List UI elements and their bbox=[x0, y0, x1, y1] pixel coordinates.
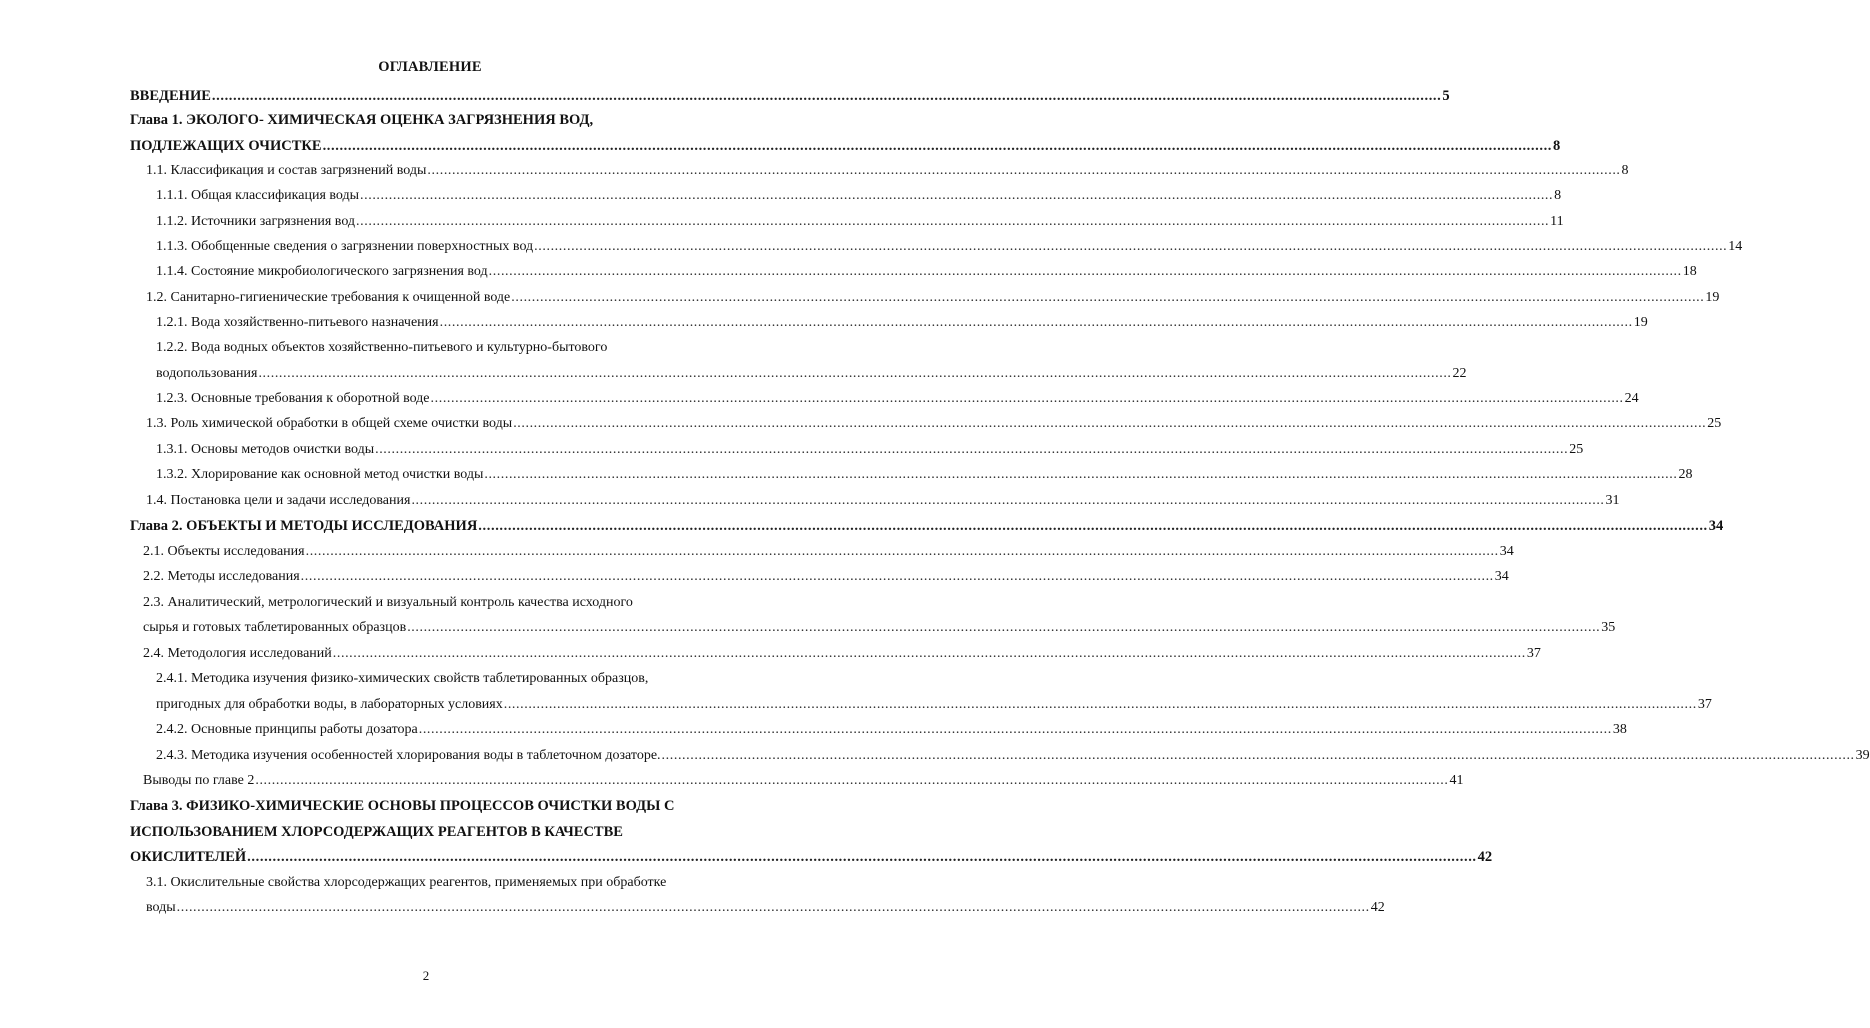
toc-page-number: 19 bbox=[1633, 315, 1648, 330]
toc-page-number: 34 bbox=[1708, 518, 1724, 534]
toc-page-number: 24 bbox=[1624, 391, 1639, 406]
toc-entry-label: Глава 2. ОБЪЕКТЫ И МЕТОДЫ ИССЛЕДОВАНИЯ bbox=[130, 518, 478, 534]
dot-leader: ................................................................................................................................................................................................................................................................................................... bbox=[305, 544, 1499, 559]
toc-section-2-4-1-line1[interactable]: 2.4.1. Методика изучения физико-химических свойств таблетированных образцов, bbox=[156, 671, 649, 686]
toc-entry-label: ВВЕДЕНИЕ bbox=[130, 88, 211, 104]
toc-section-1-1-2[interactable] bbox=[156, 214, 1564, 230]
toc-page-number: 8 bbox=[1553, 138, 1561, 154]
toc-page-number: 22 bbox=[1452, 366, 1467, 381]
toc-chapter-2[interactable] bbox=[130, 518, 1724, 534]
toc-page-number: 11 bbox=[1550, 214, 1564, 229]
toc-entry-label: ПОДЛЕЖАЩИХ ОЧИСТКЕ bbox=[130, 138, 322, 154]
toc-page-number: 31 bbox=[1605, 493, 1620, 508]
toc-entry-label: 1.2.1. Вода хозяйственно-питьевого назначения bbox=[156, 315, 439, 330]
dot-leader: ................................................................................................................................................................................................................................................................................................... bbox=[427, 163, 1621, 178]
toc-section-2-3-line1[interactable]: 2.3. Аналитический, метрологический и визуальный контроль качества исходного bbox=[143, 595, 633, 610]
toc-page-number: 19 bbox=[1705, 290, 1720, 305]
dot-leader: ................................................................................................................................................................................................................................................................................................... bbox=[418, 722, 1612, 737]
dot-leader: ................................................................................................................................................................................................................................................................................................... bbox=[484, 467, 1678, 482]
dot-leader: ................................................................................................................................................................................................................................................................................................... bbox=[360, 188, 1554, 203]
toc-page-number: 28 bbox=[1678, 467, 1693, 482]
dot-leader: ................................................................................................................................................................................................................................................................................................... bbox=[356, 214, 1550, 229]
toc-entry-label: ОКИСЛИТЕЛЕЙ bbox=[130, 849, 247, 865]
toc-section-1-4[interactable] bbox=[146, 493, 1620, 509]
toc-section-2-4-1[interactable] bbox=[156, 697, 1712, 713]
toc-entry-label: 2.4. Методология исследований bbox=[143, 646, 332, 661]
dot-leader: ................................................................................................................................................................................................................................................................................................... bbox=[430, 391, 1624, 406]
toc-entry-label: 2.2. Методы исследования bbox=[143, 569, 300, 584]
toc-section-2-2[interactable] bbox=[143, 569, 1509, 585]
toc-entry-label: 1.1.4. Состояние микробиологического загрязнения вод bbox=[156, 264, 488, 279]
dot-leader: ................................................................................................................................................................................................................................................................................................... bbox=[258, 366, 1452, 381]
toc-entry-label: 1.1.1. Общая классификация воды bbox=[156, 188, 360, 203]
dot-leader: ................................................................................................................................................................................................................................................................................................... bbox=[255, 773, 1449, 788]
toc-page-number: 25 bbox=[1569, 442, 1584, 457]
toc-entry-label: Выводы по главе 2 bbox=[143, 773, 255, 788]
toc-page-number: 18 bbox=[1682, 264, 1697, 279]
toc-page-number: 38 bbox=[1612, 722, 1627, 737]
toc-section-3-1[interactable] bbox=[146, 900, 1385, 916]
toc-entry-label: 1.4. Постановка цели и задачи исследования bbox=[146, 493, 411, 508]
toc-entry-label: 1.3.2. Хлорирование как основной метод очистки воды bbox=[156, 467, 484, 482]
toc-entry-introduction[interactable] bbox=[130, 88, 1450, 104]
toc-chapter-3-line2[interactable]: ИСПОЛЬЗОВАНИЕМ ХЛОРСОДЕРЖАЩИХ РЕАГЕНТОВ В КАЧЕСТВЕ bbox=[130, 824, 623, 840]
dot-leader: ................................................................................................................................................................................................................................................................................................... bbox=[300, 569, 1494, 584]
toc-entry-label: 2.1. Объекты исследования bbox=[143, 544, 305, 559]
toc-page-number: 35 bbox=[1601, 620, 1616, 635]
page-title: ОГЛАВЛЕНИЕ bbox=[378, 59, 482, 75]
dot-leader: ................................................................................................................................................................................................................................................................................................... bbox=[478, 518, 1708, 534]
toc-page-number: 42 bbox=[1370, 900, 1385, 915]
toc-page-number: 42 bbox=[1477, 849, 1493, 865]
toc-entry-label: 1.2. Санитарно-гигиенические требования к очищенной воде bbox=[146, 290, 511, 305]
toc-section-1-2[interactable] bbox=[146, 290, 1720, 306]
toc-page-number: 8 bbox=[1621, 163, 1629, 178]
dot-leader: ................................................................................................................................................................................................................................................................................................... bbox=[176, 900, 1370, 915]
dot-leader: ................................................................................................................................................................................................................................................................................................... bbox=[503, 697, 1697, 712]
toc-section-1-1-3[interactable] bbox=[156, 239, 1743, 255]
toc-page-number: 25 bbox=[1707, 416, 1722, 431]
dot-leader: ................................................................................................................................................................................................................................................................................................... bbox=[534, 239, 1728, 254]
toc-section-1-3-2[interactable] bbox=[156, 467, 1693, 483]
toc-entry-label: воды bbox=[146, 900, 176, 915]
dot-leader: ................................................................................................................................................................................................................................................................................................... bbox=[322, 138, 1553, 154]
toc-entry-label: 1.1.3. Обобщенные сведения о загрязнении поверхностных вод bbox=[156, 239, 534, 254]
toc-section-2-4-3[interactable] bbox=[156, 748, 1870, 764]
dot-leader: ................................................................................................................................................................................................................................................................................................... bbox=[411, 493, 1605, 508]
toc-page-number: 34 bbox=[1499, 544, 1514, 559]
toc-section-1-2-2-line1[interactable]: 1.2.2. Вода водных объектов хозяйственно-питьевого и культурно-бытового bbox=[156, 340, 608, 355]
toc-page-number: 34 bbox=[1494, 569, 1509, 584]
toc-chapter-1[interactable] bbox=[130, 138, 1561, 154]
dot-leader: ................................................................................................................................................................................................................................................................................................... bbox=[375, 442, 1569, 457]
toc-page-number: 14 bbox=[1728, 239, 1743, 254]
toc-entry-label: 1.3. Роль химической обработки в общей схеме очистки воды bbox=[146, 416, 513, 431]
dot-leader: ................................................................................................................................................................................................................................................................................................... bbox=[247, 849, 1477, 865]
toc-section-1-2-3[interactable] bbox=[156, 391, 1639, 407]
toc-entry-label: водопользования bbox=[156, 366, 258, 381]
toc-page-number: 39 bbox=[1855, 748, 1870, 763]
toc-chapter-1-line1[interactable]: Глава 1. ЭКОЛОГО- ХИМИЧЕСКАЯ ОЦЕНКА ЗАГРЯЗНЕНИЯ ВОД, bbox=[130, 112, 594, 128]
toc-entry-label: сырья и готовых таблетированных образцов bbox=[143, 620, 407, 635]
toc-page-number: 37 bbox=[1697, 697, 1712, 712]
dot-leader: ................................................................................................................................................................................................................................................................................................... bbox=[488, 264, 1682, 279]
toc-section-1-3-1[interactable] bbox=[156, 442, 1584, 458]
toc-chapter-3-line1[interactable]: Глава 3. ФИЗИКО-ХИМИЧЕСКИЕ ОСНОВЫ ПРОЦЕССОВ ОЧИСТКИ ВОДЫ С bbox=[130, 798, 675, 814]
toc-section-1-1[interactable] bbox=[146, 163, 1629, 179]
toc-entry-label: 2.4.2. Основные принципы работы дозатора bbox=[156, 722, 418, 737]
toc-chapter-3[interactable] bbox=[130, 849, 1493, 865]
toc-entry-label: 1.1.2. Источники загрязнения вод bbox=[156, 214, 356, 229]
page-number: 2 bbox=[422, 968, 430, 983]
toc-page-number: 5 bbox=[1442, 88, 1450, 104]
dot-leader: ................................................................................................................................................................................................................................................................................................... bbox=[513, 416, 1707, 431]
dot-leader: ................................................................................................................................................................................................................................................................................................... bbox=[439, 315, 1633, 330]
toc-entry-label: 1.3.1. Основы методов очистки воды bbox=[156, 442, 375, 457]
toc-section-1-1-4[interactable] bbox=[156, 264, 1697, 280]
toc-entry-label: пригодных для обработки воды, в лабораторных условиях bbox=[156, 697, 503, 712]
toc-section-2-3[interactable] bbox=[143, 620, 1616, 636]
toc-section-1-2-1[interactable] bbox=[156, 315, 1648, 331]
dot-leader: ................................................................................................................................................................................................................................................................................................... bbox=[211, 88, 1442, 104]
toc-page-number: 41 bbox=[1449, 773, 1464, 788]
toc-section-1-3[interactable] bbox=[146, 416, 1722, 432]
dot-leader: ................................................................................................................................................................................................................................................................................................... bbox=[661, 748, 1855, 763]
toc-entry-label: 1.1. Классификация и состав загрязнений воды bbox=[146, 163, 427, 178]
toc-section-1-2-2[interactable] bbox=[156, 366, 1467, 382]
toc-section-2-4[interactable] bbox=[143, 646, 1541, 662]
toc-section-3-1-line1[interactable]: 3.1. Окислительные свойства хлорсодержащих реагентов, применяемых при обработке bbox=[146, 875, 667, 890]
dot-leader: ................................................................................................................................................................................................................................................................................................... bbox=[332, 646, 1526, 661]
dot-leader: ................................................................................................................................................................................................................................................................................................... bbox=[511, 290, 1705, 305]
toc-entry-label: 1.2.3. Основные требования к оборотной воде bbox=[156, 391, 430, 406]
dot-leader: ................................................................................................................................................................................................................................................................................................... bbox=[407, 620, 1601, 635]
toc-section-1-1-1[interactable] bbox=[156, 188, 1562, 204]
toc-chapter-2-conclusions[interactable] bbox=[143, 773, 1464, 789]
toc-page-number: 8 bbox=[1554, 188, 1562, 203]
toc-entry-label: 2.4.3. Методика изучения особенностей хлорирования воды в таблеточном дозаторе. bbox=[156, 748, 661, 763]
toc-section-2-4-2[interactable] bbox=[156, 722, 1627, 738]
toc-section-2-1[interactable] bbox=[143, 544, 1514, 560]
toc-page-number: 37 bbox=[1526, 646, 1541, 661]
